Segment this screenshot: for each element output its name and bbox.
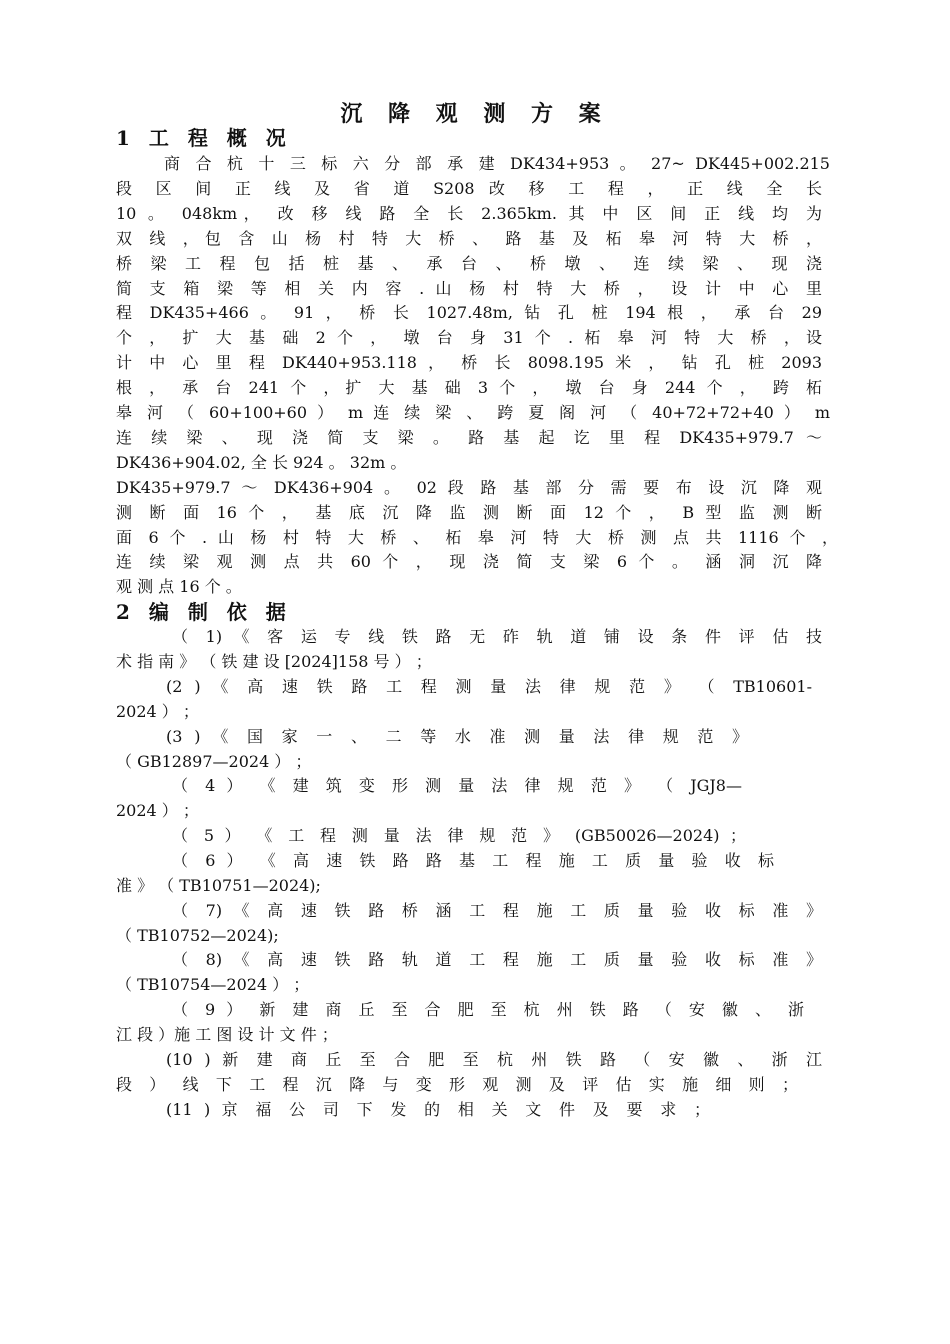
text-line: 商 合 杭 十 三 标 六 分 部 承 建 DK434+953 。 27~ DK445+002.215 <box>164 154 830 173</box>
document-title: 沉 降 观 测 方 案 <box>340 101 610 127</box>
text-line: 江 段 ）施 工 图 设 计 文 件 ； <box>116 1025 338 1044</box>
text-line: 连 续 梁 观 测 点 共 60 个 ， 现 浇 简 支 梁 6 个 。 涵 洞 沉 降 <box>116 552 822 571</box>
text-line: （ 5 ） 《 工 程 测 量 法 律 规 范 》 (GB50026—2024) ； <box>172 826 746 845</box>
text-line: 程 DK435+466 。 91 ， 桥 长 1027.48m, 钻 孔 桩 194 根 ， 承 台 29 <box>116 303 822 322</box>
text-line: 皋 河 （ 60+100+60 ） m 连 续 梁 、 跨 夏 阁 河 （ 40+72+72+40 ） m <box>116 403 830 422</box>
text-line: （ TB10754—2024 ） ； <box>116 975 310 994</box>
text-line: 计 中 心 里 程 DK440+953.118 ， 桥 长 8098.195 米 ， 钻 孔 桩 2093 <box>116 353 822 372</box>
text-line: 连 续 梁 、 现 浇 简 支 梁 。 路 基 起 讫 里 程 DK435+979.7 ～ <box>116 428 822 447</box>
text-line: 桥 梁 工 程 包 括 桩 基 、 承 台 、 桥 墩 、 连 续 梁 、 现 浇 <box>116 254 822 273</box>
text-line: (10 ) 新 建 商 丘 至 合 肥 至 杭 州 铁 路 （ 安 徽 、 浙 江 <box>166 1050 822 1069</box>
text-line: （ 7) 《 高 速 铁 路 桥 涵 工 程 施 工 质 量 验 收 标 准 》 <box>172 901 822 920</box>
text-line: 观 测 点 16 个 。 <box>116 577 242 596</box>
text-line: (2 ) 《 高 速 铁 路 工 程 测 量 法 律 规 范 》 （ TB10601- <box>166 677 812 696</box>
section-heading-overview: 1 工 程 概 况 <box>116 126 292 150</box>
text-line: 面 6 个 . 山 杨 村 特 大 桥 、 柘 皋 河 特 大 桥 测 点 共 1116 个 ， <box>116 528 838 547</box>
text-line: 段 区 间 正 线 及 省 道 S208 改 移 工 程 ， 正 线 全 长 <box>116 179 822 198</box>
text-line: (11 ) 京 福 公 司 下 发 的 相 关 文 件 及 要 求 ； <box>166 1100 710 1119</box>
text-line: DK436+904.02, 全 长 924 。 32m 。 <box>116 453 407 472</box>
text-line: 简 支 箱 梁 等 相 关 内 容 . 山 杨 村 特 大 桥 ， 设 计 中 心 里 <box>116 279 822 298</box>
text-line: （ 1) 《 客 运 专 线 铁 路 无 砟 轨 道 铺 设 条 件 评 估 技 <box>172 627 822 646</box>
text-line: 2024 ） ； <box>116 702 199 721</box>
text-line: 2024 ） ； <box>116 801 199 820</box>
text-line: 根 ， 承 台 241 个 ，扩 大 基 础 3 个 ， 墩 台 身 244 个 ， 跨 柘 <box>116 378 822 397</box>
text-line: 测 断 面 16 个 ， 基 底 沉 降 监 测 断 面 12 个 ， B 型 监 测 断 <box>116 503 822 522</box>
text-line: （ 8) 《 高 速 铁 路 轨 道 工 程 施 工 质 量 验 收 标 准 》 <box>172 950 822 969</box>
text-line: （ 6 ） 《 高 速 铁 路 路 基 工 程 施 工 质 量 验 收 标 <box>172 851 774 870</box>
text-line: DK435+979.7 ～ DK436+904 。 02 段 路 基 部 分 需 要 布 设 沉 降 观 <box>116 478 822 497</box>
text-line: （ TB10752—2024); <box>116 926 279 945</box>
text-line: 准 》 （ TB10751—2024); <box>116 876 321 895</box>
text-line: (3 ) 《 国 家 一 、 二 等 水 准 测 量 法 律 规 范 》 <box>166 727 748 746</box>
text-line: 双 线 ，包 含 山 杨 村 特 大 桥 、 路 基 及 柘 皋 河 特 大 桥 ， <box>116 229 822 248</box>
text-line: 个 ， 扩 大 基 础 2 个 ， 墩 台 身 31 个 . 柘 皋 河 特 大 桥 ，设 <box>116 328 822 347</box>
text-line: 段 ） 线 下 工 程 沉 降 与 变 形 观 测 及 评 估 实 施 细 则 ； <box>116 1075 798 1094</box>
section-heading-basis: 2 编 制 依 据 <box>116 600 292 624</box>
text-line: 10 。 048km， 改 移 线 路 全 长 2.365km. 其 中 区 间 正 线 均 为 <box>116 204 822 223</box>
text-line: 术 指 南 》 （ 铁 建 设 [2024]158 号 ） ； <box>116 652 432 671</box>
text-line: （ 9 ） 新 建 商 丘 至 合 肥 至 杭 州 铁 路 （ 安 徽 、 浙 <box>172 1000 804 1019</box>
text-line: （ GB12897—2024 ） ； <box>116 752 312 771</box>
text-line: （ 4 ） 《 建 筑 变 形 测 量 法 律 规 范 》 （ JGJ8— <box>172 776 742 795</box>
